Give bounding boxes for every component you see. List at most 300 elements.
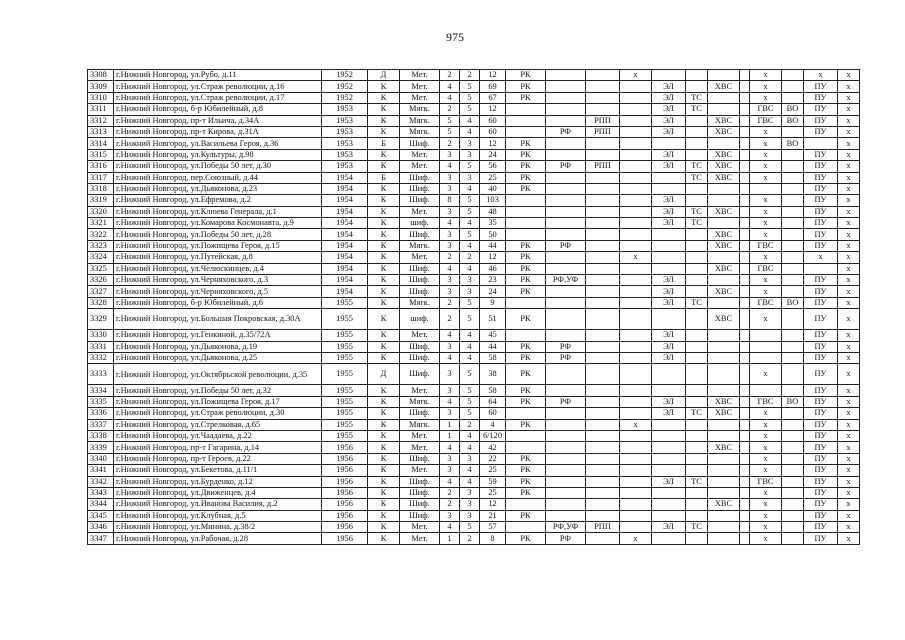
- cell-col-gvs: [750, 183, 782, 194]
- cell-col-rk: РК: [506, 487, 546, 498]
- cell-record-number: 3324: [88, 252, 114, 263]
- cell-col-hvs: [708, 522, 740, 533]
- cell-address: г.Нижний Новгород, ул.Стрелковая, д.65: [114, 419, 322, 430]
- cell-record-number: 3345: [88, 510, 114, 521]
- cell-col-gvs: х: [750, 487, 782, 498]
- cell-col-rpp: РПП: [586, 522, 620, 533]
- cell-col-hvs: [708, 476, 740, 487]
- cell-col-el: [652, 138, 686, 149]
- table-row: [88, 240, 860, 251]
- cell-col-hvs: [708, 275, 740, 286]
- cell-col-el: ЭЛ: [652, 115, 686, 126]
- cell-col-hvs: ХВС: [708, 206, 740, 217]
- cell-col-pu: ПУ: [804, 385, 838, 396]
- cell-col-el: [652, 419, 686, 430]
- cell-wall-type: К: [368, 126, 400, 137]
- cell-col-gvs: х: [750, 275, 782, 286]
- cell-col-rf: РФ,УФ: [546, 522, 586, 533]
- cell-year-built: 1956: [322, 533, 368, 544]
- cell-col-vo: [782, 330, 804, 341]
- cell-entrances: 4: [440, 522, 460, 533]
- cell-col-vo: ВО: [782, 115, 804, 126]
- table-row: [88, 430, 860, 441]
- cell-address: г.Нижний Новгород, ул.Черняховского, д.3: [114, 275, 322, 286]
- cell-floors: 4: [460, 465, 480, 476]
- cell-address: г.Нижний Новгород, ул.Дьяконова, д.23: [114, 183, 322, 194]
- cell-col-rf: [546, 309, 586, 330]
- cell-record-number: 3320: [88, 206, 114, 217]
- cell-wall-type: К: [368, 297, 400, 308]
- cell-roof-type: Шиф.: [400, 476, 440, 487]
- cell-col-x: х: [838, 330, 860, 341]
- cell-entrances: 2: [440, 297, 460, 308]
- cell-col-rk: РК: [506, 286, 546, 297]
- cell-wall-type: К: [368, 352, 400, 363]
- cell-col-pu: ПУ: [804, 430, 838, 441]
- cell-col-empty: [740, 92, 750, 103]
- cell-wall-type: Д: [368, 364, 400, 385]
- cell-col-rk: [506, 330, 546, 341]
- cell-record-number: 3344: [88, 499, 114, 510]
- cell-roof-type: Шиф.: [400, 286, 440, 297]
- cell-roof-type: Мет.: [400, 92, 440, 103]
- cell-col-pu: ПУ: [804, 453, 838, 464]
- cell-col-empty: [740, 195, 750, 206]
- table-row: [88, 510, 860, 521]
- cell-col-rf: [546, 408, 586, 419]
- cell-col-hvs: [708, 510, 740, 521]
- cell-record-number: 3310: [88, 92, 114, 103]
- cell-record-number: 3328: [88, 297, 114, 308]
- cell-entrances: 2: [440, 252, 460, 263]
- cell-col-el: [652, 510, 686, 521]
- cell-col-gvs: ГВС: [750, 396, 782, 407]
- cell-apartments: 58: [480, 352, 506, 363]
- cell-col-hvs: [708, 352, 740, 363]
- table-row: [88, 81, 860, 92]
- cell-record-number: 3308: [88, 70, 114, 81]
- cell-col-pu: ПУ: [804, 396, 838, 407]
- cell-col-gvs: ГВС: [750, 240, 782, 251]
- cell-col-pu: ПУ: [804, 476, 838, 487]
- table-row: [88, 297, 860, 308]
- cell-apartments: 40: [480, 183, 506, 194]
- cell-wall-type: Б: [368, 172, 400, 183]
- cell-apartments: 60: [480, 408, 506, 419]
- cell-record-number: 3333: [88, 364, 114, 385]
- cell-apartments: 12: [480, 499, 506, 510]
- cell-year-built: 1956: [322, 476, 368, 487]
- cell-col-stove: х: [620, 419, 652, 430]
- cell-col-stove: [620, 341, 652, 352]
- cell-apartments: 44: [480, 341, 506, 352]
- cell-col-el: ЭЛ: [652, 341, 686, 352]
- cell-col-empty: [740, 70, 750, 81]
- cell-col-pu: ПУ: [804, 240, 838, 251]
- cell-address: г.Нижний Новгород, ул.Путейская, д.8: [114, 252, 322, 263]
- cell-address: г.Нижний Новгород, б-р Юбилейный, д.6: [114, 297, 322, 308]
- cell-apartments: 12: [480, 138, 506, 149]
- cell-col-x: х: [838, 364, 860, 385]
- cell-col-pu: ПУ: [804, 149, 838, 160]
- cell-col-rf: РФ: [546, 161, 586, 172]
- cell-col-empty: [740, 161, 750, 172]
- cell-address: г.Нижний Новгород, ул.Дьяконова, д.19: [114, 341, 322, 352]
- cell-floors: 3: [460, 149, 480, 160]
- cell-col-gvs: х: [750, 465, 782, 476]
- table-row: [88, 275, 860, 286]
- cell-col-hvs: ХВС: [708, 286, 740, 297]
- cell-year-built: 1955: [322, 330, 368, 341]
- cell-col-rf: РФ: [546, 396, 586, 407]
- cell-col-x: х: [838, 275, 860, 286]
- cell-apartments: 38: [480, 364, 506, 385]
- cell-col-rf: РФ: [546, 352, 586, 363]
- cell-col-vo: [782, 286, 804, 297]
- cell-wall-type: К: [368, 104, 400, 115]
- cell-col-stove: [620, 275, 652, 286]
- cell-col-x: х: [838, 442, 860, 453]
- cell-apartments: 23: [480, 275, 506, 286]
- table-row: [88, 476, 860, 487]
- cell-col-hvs: [708, 385, 740, 396]
- cell-address: г.Нижний Новгород, пр-т Кирова, д.31А: [114, 126, 322, 137]
- cell-entrances: 3: [440, 286, 460, 297]
- cell-col-stove: х: [620, 533, 652, 544]
- cell-col-gvs: ГВС: [750, 476, 782, 487]
- cell-col-x: х: [838, 206, 860, 217]
- table-row: [88, 522, 860, 533]
- cell-col-el: ЭЛ: [652, 297, 686, 308]
- cell-entrances: 2: [440, 487, 460, 498]
- cell-col-el: [652, 70, 686, 81]
- cell-col-rf: [546, 229, 586, 240]
- cell-col-ts: ТС: [686, 408, 708, 419]
- cell-floors: 4: [460, 218, 480, 229]
- cell-roof-type: Мет.: [400, 430, 440, 441]
- cell-col-empty: [740, 499, 750, 510]
- cell-col-gvs: х: [750, 286, 782, 297]
- cell-entrances: 1: [440, 533, 460, 544]
- cell-col-el: [652, 263, 686, 274]
- cell-apartments: 12: [480, 70, 506, 81]
- cell-col-rk: РК: [506, 240, 546, 251]
- cell-col-rk: РК: [506, 263, 546, 274]
- cell-col-rpp: [586, 104, 620, 115]
- cell-col-ts: [686, 430, 708, 441]
- cell-year-built: 1955: [322, 419, 368, 430]
- cell-entrances: 2: [440, 138, 460, 149]
- cell-col-gvs: х: [750, 252, 782, 263]
- cell-col-vo: [782, 252, 804, 263]
- cell-entrances: 4: [440, 476, 460, 487]
- cell-col-gvs: [750, 341, 782, 352]
- cell-year-built: 1953: [322, 104, 368, 115]
- cell-col-empty: [740, 81, 750, 92]
- cell-col-el: [652, 309, 686, 330]
- cell-col-empty: [740, 138, 750, 149]
- cell-col-rpp: [586, 385, 620, 396]
- cell-col-rk: РК: [506, 533, 546, 544]
- cell-col-empty: [740, 206, 750, 217]
- cell-roof-type: Мет.: [400, 161, 440, 172]
- cell-col-hvs: ХВС: [708, 396, 740, 407]
- cell-year-built: 1952: [322, 81, 368, 92]
- cell-col-ts: [686, 352, 708, 363]
- cell-col-pu: ПУ: [804, 341, 838, 352]
- cell-col-rf: РФ: [546, 126, 586, 137]
- cell-entrances: 4: [440, 330, 460, 341]
- cell-entrances: 3: [440, 240, 460, 251]
- cell-col-x: х: [838, 92, 860, 103]
- cell-col-rk: РК: [506, 149, 546, 160]
- cell-address: г.Нижний Новгород, ул.Движенцев, д.4: [114, 487, 322, 498]
- cell-col-rpp: [586, 499, 620, 510]
- cell-entrances: 4: [440, 442, 460, 453]
- cell-col-hvs: [708, 92, 740, 103]
- cell-address: г.Нижний Новгород, ул.Бекетова, д.11/1: [114, 465, 322, 476]
- cell-entrances: 4: [440, 263, 460, 274]
- cell-apartments: 57: [480, 522, 506, 533]
- cell-roof-type: Мет.: [400, 522, 440, 533]
- cell-floors: 4: [460, 330, 480, 341]
- cell-year-built: 1953: [322, 115, 368, 126]
- cell-col-el: [652, 442, 686, 453]
- cell-col-ts: [686, 195, 708, 206]
- cell-col-stove: [620, 499, 652, 510]
- cell-col-hvs: ХВС: [708, 229, 740, 240]
- cell-col-x: х: [838, 138, 860, 149]
- cell-col-rpp: [586, 263, 620, 274]
- cell-year-built: 1956: [322, 465, 368, 476]
- cell-col-rk: [506, 229, 546, 240]
- cell-col-x: х: [838, 510, 860, 521]
- cell-col-hvs: [708, 341, 740, 352]
- cell-col-ts: ТС: [686, 172, 708, 183]
- cell-apartments: 103: [480, 195, 506, 206]
- cell-col-el: [652, 430, 686, 441]
- cell-col-el: [652, 364, 686, 385]
- cell-col-rpp: [586, 309, 620, 330]
- cell-year-built: 1955: [322, 408, 368, 419]
- cell-record-number: 3336: [88, 408, 114, 419]
- table-row: [88, 408, 860, 419]
- cell-col-x: х: [838, 533, 860, 544]
- cell-col-hvs: ХВС: [708, 309, 740, 330]
- cell-roof-type: Шиф.: [400, 364, 440, 385]
- cell-year-built: 1955: [322, 352, 368, 363]
- cell-col-el: ЭЛ: [652, 161, 686, 172]
- cell-col-vo: [782, 476, 804, 487]
- cell-floors: 5: [460, 195, 480, 206]
- cell-col-el: [652, 465, 686, 476]
- cell-col-gvs: [750, 385, 782, 396]
- cell-entrances: 2: [440, 499, 460, 510]
- cell-col-ts: [686, 396, 708, 407]
- cell-record-number: 3343: [88, 487, 114, 498]
- table-row: [88, 385, 860, 396]
- cell-year-built: 1954: [322, 286, 368, 297]
- cell-col-hvs: [708, 104, 740, 115]
- cell-col-rpp: [586, 183, 620, 194]
- cell-roof-type: Шиф.: [400, 499, 440, 510]
- cell-col-rpp: [586, 206, 620, 217]
- cell-col-rpp: [586, 330, 620, 341]
- cell-record-number: 3312: [88, 115, 114, 126]
- cell-col-el: ЭЛ: [652, 408, 686, 419]
- cell-col-rk: [506, 442, 546, 453]
- cell-wall-type: К: [368, 453, 400, 464]
- cell-entrances: 1: [440, 419, 460, 430]
- cell-entrances: 2: [440, 104, 460, 115]
- cell-year-built: 1956: [322, 442, 368, 453]
- cell-roof-type: Шиф.: [400, 229, 440, 240]
- cell-col-x: х: [838, 487, 860, 498]
- cell-address: г.Нижний Новгород, пер.Союзный, д.44: [114, 172, 322, 183]
- cell-wall-type: К: [368, 341, 400, 352]
- cell-entrances: 3: [440, 275, 460, 286]
- cell-col-rk: РК: [506, 364, 546, 385]
- cell-col-ts: [686, 149, 708, 160]
- cell-apartments: 25: [480, 465, 506, 476]
- table-row: [88, 465, 860, 476]
- cell-floors: 4: [460, 341, 480, 352]
- cell-floors: 4: [460, 442, 480, 453]
- cell-col-rpp: [586, 533, 620, 544]
- cell-floors: 5: [460, 364, 480, 385]
- cell-record-number: 3335: [88, 396, 114, 407]
- cell-record-number: 3326: [88, 275, 114, 286]
- cell-col-rk: РК: [506, 70, 546, 81]
- cell-record-number: 3319: [88, 195, 114, 206]
- cell-col-rf: [546, 385, 586, 396]
- cell-apartments: 25: [480, 487, 506, 498]
- cell-floors: 4: [460, 126, 480, 137]
- cell-year-built: 1954: [322, 229, 368, 240]
- cell-col-gvs: ГВС: [750, 297, 782, 308]
- cell-col-hvs: [708, 138, 740, 149]
- cell-col-gvs: х: [750, 70, 782, 81]
- cell-wall-type: К: [368, 183, 400, 194]
- cell-col-vo: ВО: [782, 297, 804, 308]
- cell-col-vo: [782, 161, 804, 172]
- cell-wall-type: К: [368, 92, 400, 103]
- cell-entrances: 1: [440, 430, 460, 441]
- cell-col-x: х: [838, 149, 860, 160]
- cell-col-stove: [620, 430, 652, 441]
- cell-roof-type: Шиф.: [400, 263, 440, 274]
- cell-col-stove: х: [620, 252, 652, 263]
- cell-col-rf: [546, 252, 586, 263]
- cell-apartments: 44: [480, 240, 506, 251]
- cell-col-ts: [686, 419, 708, 430]
- cell-apartments: 67: [480, 92, 506, 103]
- cell-apartments: 59: [480, 476, 506, 487]
- cell-col-empty: [740, 430, 750, 441]
- cell-col-rk: РК: [506, 172, 546, 183]
- cell-col-stove: [620, 286, 652, 297]
- cell-col-rpp: [586, 229, 620, 240]
- cell-col-x: х: [838, 341, 860, 352]
- cell-col-ts: [686, 309, 708, 330]
- table-row: [88, 183, 860, 194]
- cell-col-empty: [740, 419, 750, 430]
- cell-col-rk: РК: [506, 396, 546, 407]
- cell-record-number: 3339: [88, 442, 114, 453]
- page-number: 975: [446, 30, 464, 44]
- table-row: [88, 229, 860, 240]
- cell-wall-type: К: [368, 419, 400, 430]
- cell-col-vo: [782, 408, 804, 419]
- cell-col-stove: [620, 206, 652, 217]
- cell-col-rf: [546, 218, 586, 229]
- cell-wall-type: К: [368, 309, 400, 330]
- cell-col-x: х: [838, 286, 860, 297]
- cell-wall-type: К: [368, 161, 400, 172]
- cell-wall-type: К: [368, 252, 400, 263]
- cell-col-rf: [546, 81, 586, 92]
- cell-col-vo: [782, 533, 804, 544]
- cell-col-rk: РК: [506, 510, 546, 521]
- cell-col-rf: [546, 70, 586, 81]
- table-row: [88, 419, 860, 430]
- cell-col-ts: [686, 115, 708, 126]
- table-row: [88, 330, 860, 341]
- cell-year-built: 1955: [322, 430, 368, 441]
- cell-col-empty: [740, 309, 750, 330]
- cell-col-pu: х: [804, 70, 838, 81]
- cell-col-stove: [620, 309, 652, 330]
- registry-body: [88, 70, 860, 545]
- cell-col-x: х: [838, 499, 860, 510]
- cell-wall-type: К: [368, 465, 400, 476]
- cell-col-pu: ПУ: [804, 330, 838, 341]
- cell-roof-type: Шиф.: [400, 487, 440, 498]
- cell-roof-type: Мет.: [400, 252, 440, 263]
- cell-entrances: 2: [440, 309, 460, 330]
- cell-col-pu: ПУ: [804, 419, 838, 430]
- table-row: [88, 126, 860, 137]
- cell-wall-type: К: [368, 330, 400, 341]
- cell-col-vo: [782, 352, 804, 363]
- cell-entrances: 3: [440, 341, 460, 352]
- cell-col-hvs: ХВС: [708, 126, 740, 137]
- cell-record-number: 3316: [88, 161, 114, 172]
- cell-col-empty: [740, 476, 750, 487]
- cell-address: г.Нижний Новгород, ул.Генкиной, д.35/72А: [114, 330, 322, 341]
- cell-col-gvs: [750, 352, 782, 363]
- cell-col-x: х: [838, 419, 860, 430]
- cell-year-built: 1954: [322, 195, 368, 206]
- table-row: [88, 396, 860, 407]
- cell-address: г.Нижний Новгород, ул.Комарова Космонавта, д.9: [114, 218, 322, 229]
- cell-floors: 5: [460, 104, 480, 115]
- cell-col-rpp: [586, 510, 620, 521]
- cell-col-stove: [620, 183, 652, 194]
- cell-wall-type: К: [368, 218, 400, 229]
- cell-col-rf: [546, 330, 586, 341]
- cell-col-stove: х: [620, 70, 652, 81]
- cell-col-rpp: [586, 453, 620, 464]
- cell-col-x: х: [838, 161, 860, 172]
- cell-col-ts: ТС: [686, 218, 708, 229]
- cell-col-gvs: х: [750, 149, 782, 160]
- cell-col-rk: РК: [506, 385, 546, 396]
- cell-record-number: 3334: [88, 385, 114, 396]
- cell-col-vo: [782, 126, 804, 137]
- table-row: [88, 115, 860, 126]
- cell-col-pu: ПУ: [804, 533, 838, 544]
